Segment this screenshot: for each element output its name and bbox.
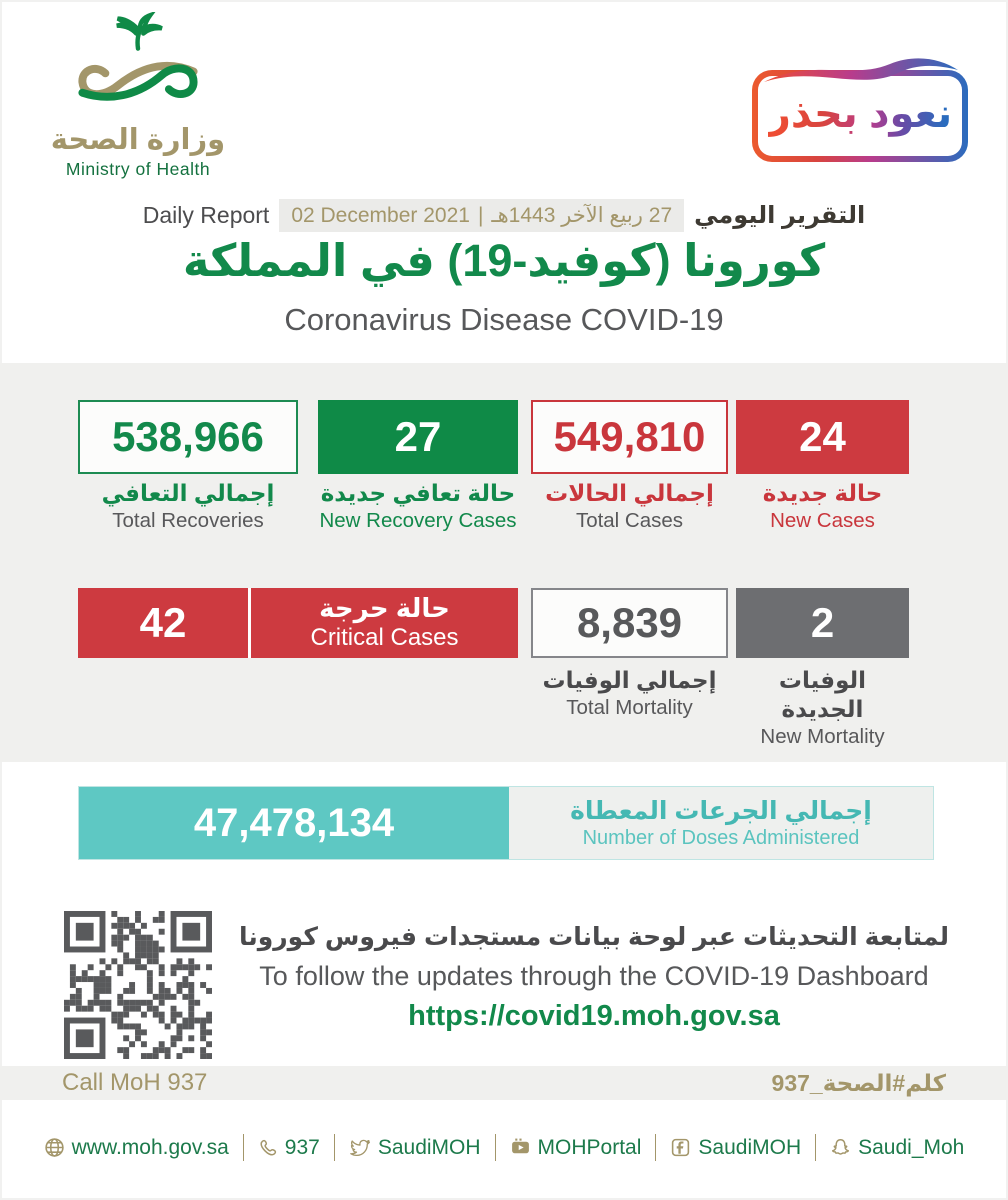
dashboard-text-arabic: لمتابعة التحديثات عبر لوحة بيانات مستجدات فيروس كورونا [238, 923, 950, 951]
report-date-line [0, 199, 1008, 232]
doses-label [509, 787, 933, 859]
badge-swoosh-icon [756, 50, 964, 90]
total-mortality-label-en: Total Mortality [566, 695, 693, 719]
total-cases-label [531, 479, 728, 533]
footer-divider [655, 1134, 656, 1161]
total-mortality-label-ar: إجمالي الوفيات [542, 667, 717, 693]
total-cases-label-ar: إجمالي الحالات [545, 480, 714, 506]
new-mortality-label-ar: الوفيات الجديدة [778, 667, 867, 722]
report-date-box [279, 199, 684, 232]
page-title-english: Coronavirus Disease COVID-19 [284, 302, 724, 337]
qr-code [64, 911, 212, 1059]
qr-code-image [64, 911, 212, 1059]
moh-logo-icon [63, 12, 213, 124]
date-separator: | [477, 203, 484, 227]
footer-snapchat-label: Saudi_Moh [858, 1135, 965, 1159]
twitter-icon [349, 1137, 371, 1159]
critical-cases-label [251, 588, 518, 658]
footer-item-phone[interactable] [258, 1136, 320, 1160]
dashboard-url-link[interactable]: https://covid19.moh.gov.sa [408, 1000, 780, 1032]
critical-cases-label-ar: حالة حرجة [319, 593, 450, 624]
new-recoveries-value: 27 [318, 400, 518, 474]
daily-report-label-arabic: التقرير اليومي [694, 202, 866, 229]
doses-label-en: Number of Doses Administered [582, 827, 860, 849]
new-mortality-label-en: New Mortality [760, 724, 885, 748]
badge-text: نعود بحذر [767, 92, 953, 136]
footer-item-website[interactable] [44, 1136, 229, 1160]
total-mortality-label [531, 666, 728, 720]
gregorian-date: 02 December 2021 [291, 203, 470, 227]
moh-logo [48, 12, 228, 180]
new-cases-label [736, 479, 909, 533]
call-moh-label: Call MoH 937 [62, 1069, 208, 1096]
total-recoveries-value: 538,966 [78, 400, 298, 474]
footer-links [0, 1134, 1008, 1161]
footer-divider [334, 1134, 335, 1161]
total-recoveries-label-en: Total Recoveries [112, 508, 264, 532]
moh-logo-arabic: وزارة الصحة [50, 124, 226, 156]
page-title-arabic: كورونا (كوفيد-19) في المملكة [182, 235, 826, 286]
youtube-icon [510, 1137, 531, 1158]
total-recoveries-label [78, 479, 298, 533]
new-mortality-label [736, 666, 909, 749]
hijri-date: 27 ربيع الآخر 1443هـ [491, 204, 673, 227]
new-recoveries-label [318, 479, 518, 533]
total-cases-label-en: Total Cases [575, 508, 684, 532]
contact-band [0, 1066, 1008, 1100]
footer-phone-label: 937 [284, 1135, 320, 1159]
footer-facebook-label: SaudiMOH [698, 1135, 802, 1159]
critical-cases-label-en: Critical Cases [310, 624, 459, 652]
statistics-band [0, 363, 1008, 762]
facebook-icon [670, 1137, 691, 1158]
total-mortality-value: 8,839 [531, 588, 728, 658]
doses-value: 47,478,134 [79, 787, 509, 859]
footer-divider [815, 1134, 816, 1161]
return-with-caution-badge [752, 58, 968, 162]
globe-icon [44, 1137, 65, 1158]
footer-divider [243, 1134, 244, 1161]
footer-item-facebook[interactable] [670, 1136, 801, 1160]
moh-logo-english: Ministry of Health [65, 159, 211, 179]
hashtag-label: كلم#الصحة_937 [771, 1069, 946, 1096]
footer-item-youtube[interactable] [510, 1136, 642, 1160]
doses-label-ar: إجمالي الجرعات المعطاة [570, 797, 872, 825]
new-cases-label-ar: حالة جديدة [762, 480, 883, 506]
footer-item-twitter[interactable] [349, 1136, 481, 1160]
footer-website-label: www.moh.gov.sa [71, 1135, 229, 1159]
phone-icon [258, 1138, 278, 1158]
critical-cases-bar [78, 588, 518, 658]
dashboard-text-english: To follow the updates through the COVID-19 Dashboard [259, 961, 929, 991]
footer-item-snapchat[interactable] [830, 1136, 964, 1160]
new-cases-label-en: New Cases [770, 508, 875, 532]
snapchat-icon [830, 1137, 851, 1158]
total-recoveries-label-ar: إجمالي التعافي [101, 480, 275, 506]
new-cases-value: 24 [736, 400, 909, 474]
doses-administered-bar [78, 786, 934, 860]
new-recoveries-label-en: New Recovery Cases [319, 508, 517, 532]
critical-cases-value: 42 [139, 599, 187, 646]
total-cases-value: 549,810 [531, 400, 728, 474]
daily-report-label: Daily Report [142, 202, 270, 228]
footer-twitter-label: SaudiMOH [377, 1135, 481, 1159]
footer-youtube-label: MOHPortal [537, 1135, 642, 1159]
new-recoveries-label-ar: حالة تعافي جديدة [320, 480, 516, 506]
footer-divider [495, 1134, 496, 1161]
dashboard-info [225, 922, 963, 1033]
new-mortality-value: 2 [736, 588, 909, 658]
